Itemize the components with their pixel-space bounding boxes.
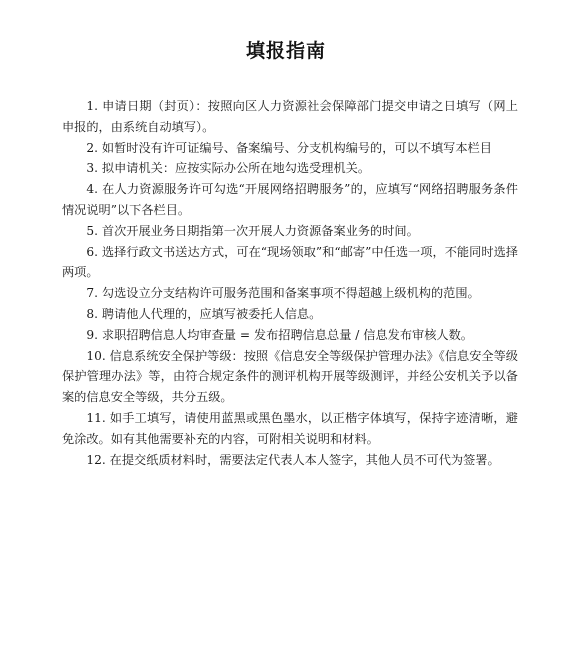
guide-list: [62, 96, 518, 470]
guide-item-1: 1. 申请日期（封页）：按照向区人力资源社会保障部门提交申请之日填写（网上申报的，由系统自动填写）。: [62, 99, 518, 134]
guide-item-4: 4. 在人力资源服务许可勾选“开展网络招聘服务”的，应填写“网络招聘服务条件情况说明”以下各栏目。: [62, 182, 518, 217]
guide-item-3: 3. 拟申请机关：应按实际办公所在地勾选受理机关。: [86, 161, 371, 176]
guide-item-7: 7. 勾选设立分支结构许可服务范围和备案事项不得超越上级机构的范围。: [86, 286, 480, 301]
guide-item-11: 11. 如手工填写，请使用蓝黑或黑色墨水，以正楷字体填写，保持字迹清晰，避免涂改。如有其他需要补充的内容，可附相关说明和材料。: [62, 410, 518, 446]
guide-item-9: 9. 求职招聘信息人均审查量 = 发布招聘信息总量 / 信息发布审核人数。: [86, 327, 473, 342]
guide-item-10: 10. 信息系统安全保护等级：按照《信息安全等级保护管理办法》《信息安全等级保护管理办法》等，由符合规定条件的测评机构开展等级测评，并经公安机关予以备案的信息安全等级，共分五级。: [62, 348, 518, 405]
guide-item-2: 2. 如暂时没有许可证编号、备案编号、分支机构编号的，可以不填写本栏目: [86, 140, 492, 155]
guide-item-5: 5. 首次开展业务日期指第一次开展人力资源备案业务的时间。: [86, 223, 419, 238]
guide-item-6: 6. 选择行政文书送达方式，可在“现场领取”和“邮寄”中任选一项，不能同时选择两项。: [62, 244, 518, 280]
guide-item-12: 12. 在提交纸质材料时，需要法定代表人本人签字，其他人员不可代为签署。: [86, 452, 500, 467]
page-title: 填报指南: [245, 40, 326, 62]
guide-item-8: 8. 聘请他人代理的，应填写被委托人信息。: [86, 306, 322, 321]
